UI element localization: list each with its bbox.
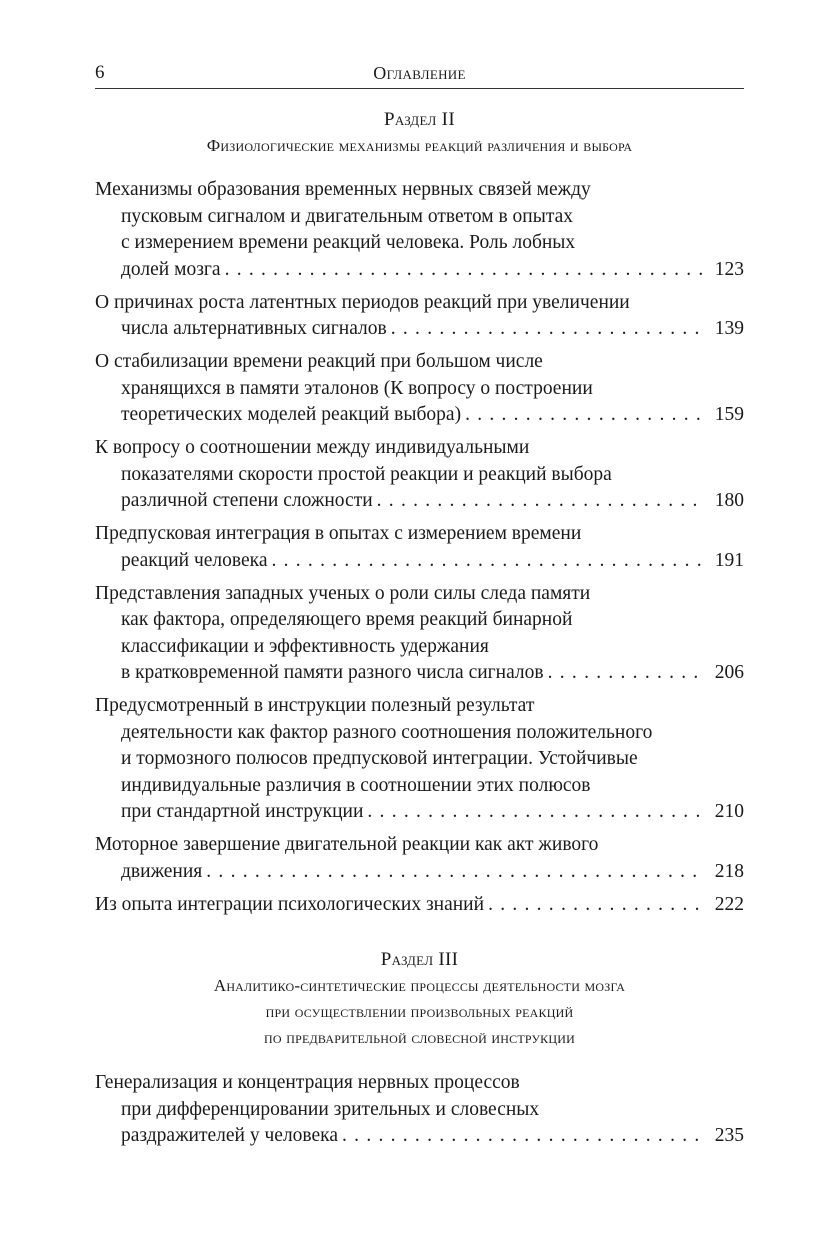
section-3-contents: [95, 1070, 744, 1156]
toc-entry[interactable]: [95, 177, 744, 283]
toc-entry-title-line: классификации и эффективность удержания: [121, 635, 489, 657]
dot-leader: [206, 859, 704, 886]
toc-entry-title-line: Моторное завершение двигательной реакции как акт живого: [95, 834, 599, 855]
toc-page-number: 206: [714, 662, 744, 683]
toc-entry-title-line: движения: [121, 860, 203, 882]
toc-page-number: 210: [714, 801, 744, 822]
toc-entry-final-line: [95, 859, 744, 886]
toc-page-number: 218: [714, 860, 744, 882]
section-3-title-line: при осуществлении произвольных реакций: [265, 1002, 574, 1021]
section-3-title-line: Аналитико-синтетические процессы деятельности мозга: [213, 976, 626, 995]
toc-entry-title-line: пусковым сигналом и двигательным ответом в опытах: [121, 205, 574, 227]
dot-leader: [548, 660, 704, 687]
toc-entry-title-line: реакций человека: [121, 549, 268, 571]
dot-leader: [488, 892, 704, 919]
toc-page-number: 159: [714, 404, 744, 425]
toc-page-number: 191: [714, 549, 744, 571]
toc-entry-final-line: [95, 257, 744, 284]
toc-entry-title-line: О причинах роста латентных периодов реакций при увеличении: [95, 291, 630, 313]
toc-entry-title-line: Генерализация и концентрация нервных процессов: [95, 1072, 520, 1093]
toc-entry[interactable]: [95, 521, 744, 574]
toc-entry-title-line: как фактора, определяющего время реакций бинарной: [121, 609, 573, 630]
section-3-title-line: по предварительной словесной инструкции: [264, 1028, 575, 1047]
dot-leader: [271, 548, 704, 575]
running-header: [95, 60, 744, 89]
toc-entry-title-line: раздражителей у человека: [121, 1125, 339, 1146]
toc-entry-final-line: [95, 660, 744, 687]
dot-leader: [465, 402, 704, 429]
toc-entry-title-line: индивидуальные различия в соотношении этих полюсов: [121, 774, 591, 796]
toc-entry[interactable]: [95, 581, 744, 687]
dot-leader: [225, 257, 704, 284]
toc-entry[interactable]: [95, 892, 744, 919]
running-title: Оглавление: [373, 63, 466, 83]
toc-entry-title-line: Предусмотренный в инструкции полезный результат: [95, 695, 535, 716]
toc-entry[interactable]: [95, 349, 744, 429]
toc-entry-title-line: при дифференцировании зрительных и словесных: [121, 1098, 540, 1120]
toc-entry-title-line: К вопросу о соотношении между индивидуальными: [95, 437, 530, 458]
toc-entry-title-line: и тормозного полюсов предпусковой интеграции. Устойчивые: [121, 748, 638, 769]
toc-entry[interactable]: [95, 693, 744, 826]
toc-entry-title-line: при стандартной инструкции: [121, 801, 364, 822]
section-2-contents: [95, 177, 744, 925]
toc-page-number: 139: [714, 318, 744, 339]
toc-entry-final-line: [95, 799, 744, 826]
toc-entry-title-line: числа альтернативных сигналов: [121, 318, 387, 339]
toc-entry-title-line: хранящихся в памяти эталонов (К вопросу о построении: [121, 377, 593, 399]
dot-leader: [391, 316, 704, 343]
page-number: 6: [95, 62, 105, 83]
section-2-label: Раздел II: [384, 109, 455, 130]
dot-leader: [367, 799, 704, 826]
section-2-heading: [95, 107, 744, 159]
toc-entry-title-line: в кратковременной памяти разного числа сигналов: [121, 662, 544, 683]
toc-entry[interactable]: [95, 290, 744, 343]
toc-page-number: 222: [714, 893, 744, 915]
toc-entry-final-line: [95, 1123, 744, 1150]
toc-entry-title-line: О стабилизации времени реакций при большом числе: [95, 351, 543, 372]
toc-entry-final-line: [95, 402, 744, 429]
toc-page-number: 180: [714, 490, 744, 511]
toc-entry-title-line: с измерением времени реакций человека. Роль лобных: [121, 232, 576, 253]
toc-entry-title-line: теоретических моделей реакций выбора): [121, 404, 462, 425]
toc-entry-title-line: Из опыта интеграции психологических знаний: [95, 893, 485, 915]
section-3-heading: [95, 947, 744, 1051]
toc-page-number: 123: [714, 258, 744, 280]
dot-leader: [377, 488, 704, 515]
toc-entry-title-line: Представления западных ученых о роли силы следа памяти: [95, 582, 591, 604]
toc-entry-title-line: различной степени сложности: [121, 490, 373, 511]
toc-entry[interactable]: [95, 832, 744, 885]
section-3-label: Раздел III: [380, 949, 459, 970]
toc-entry-final-line: [95, 892, 744, 919]
toc-entry[interactable]: [95, 1070, 744, 1150]
section-2-title-line: Физиологические механизмы реакций различения и выбора: [206, 136, 633, 155]
toc-entry-final-line: [95, 316, 744, 343]
toc-entry-final-line: [95, 488, 744, 515]
toc-entry-title-line: Предпусковая интеграция в опытах с измерением времени: [95, 523, 582, 544]
toc-entry-title-line: деятельности как фактор разного соотношения положительного: [121, 721, 653, 743]
toc-entry-title-line: показателями скорости простой реакции и реакций выбора: [121, 463, 612, 485]
toc-page-number: 235: [714, 1125, 744, 1146]
toc-entry-title-line: долей мозга: [121, 258, 221, 280]
toc-entry[interactable]: [95, 435, 744, 515]
dot-leader: [342, 1123, 704, 1150]
toc-entry-title-line: Механизмы образования временных нервных связей между: [95, 179, 591, 200]
toc-entry-final-line: [95, 548, 744, 575]
